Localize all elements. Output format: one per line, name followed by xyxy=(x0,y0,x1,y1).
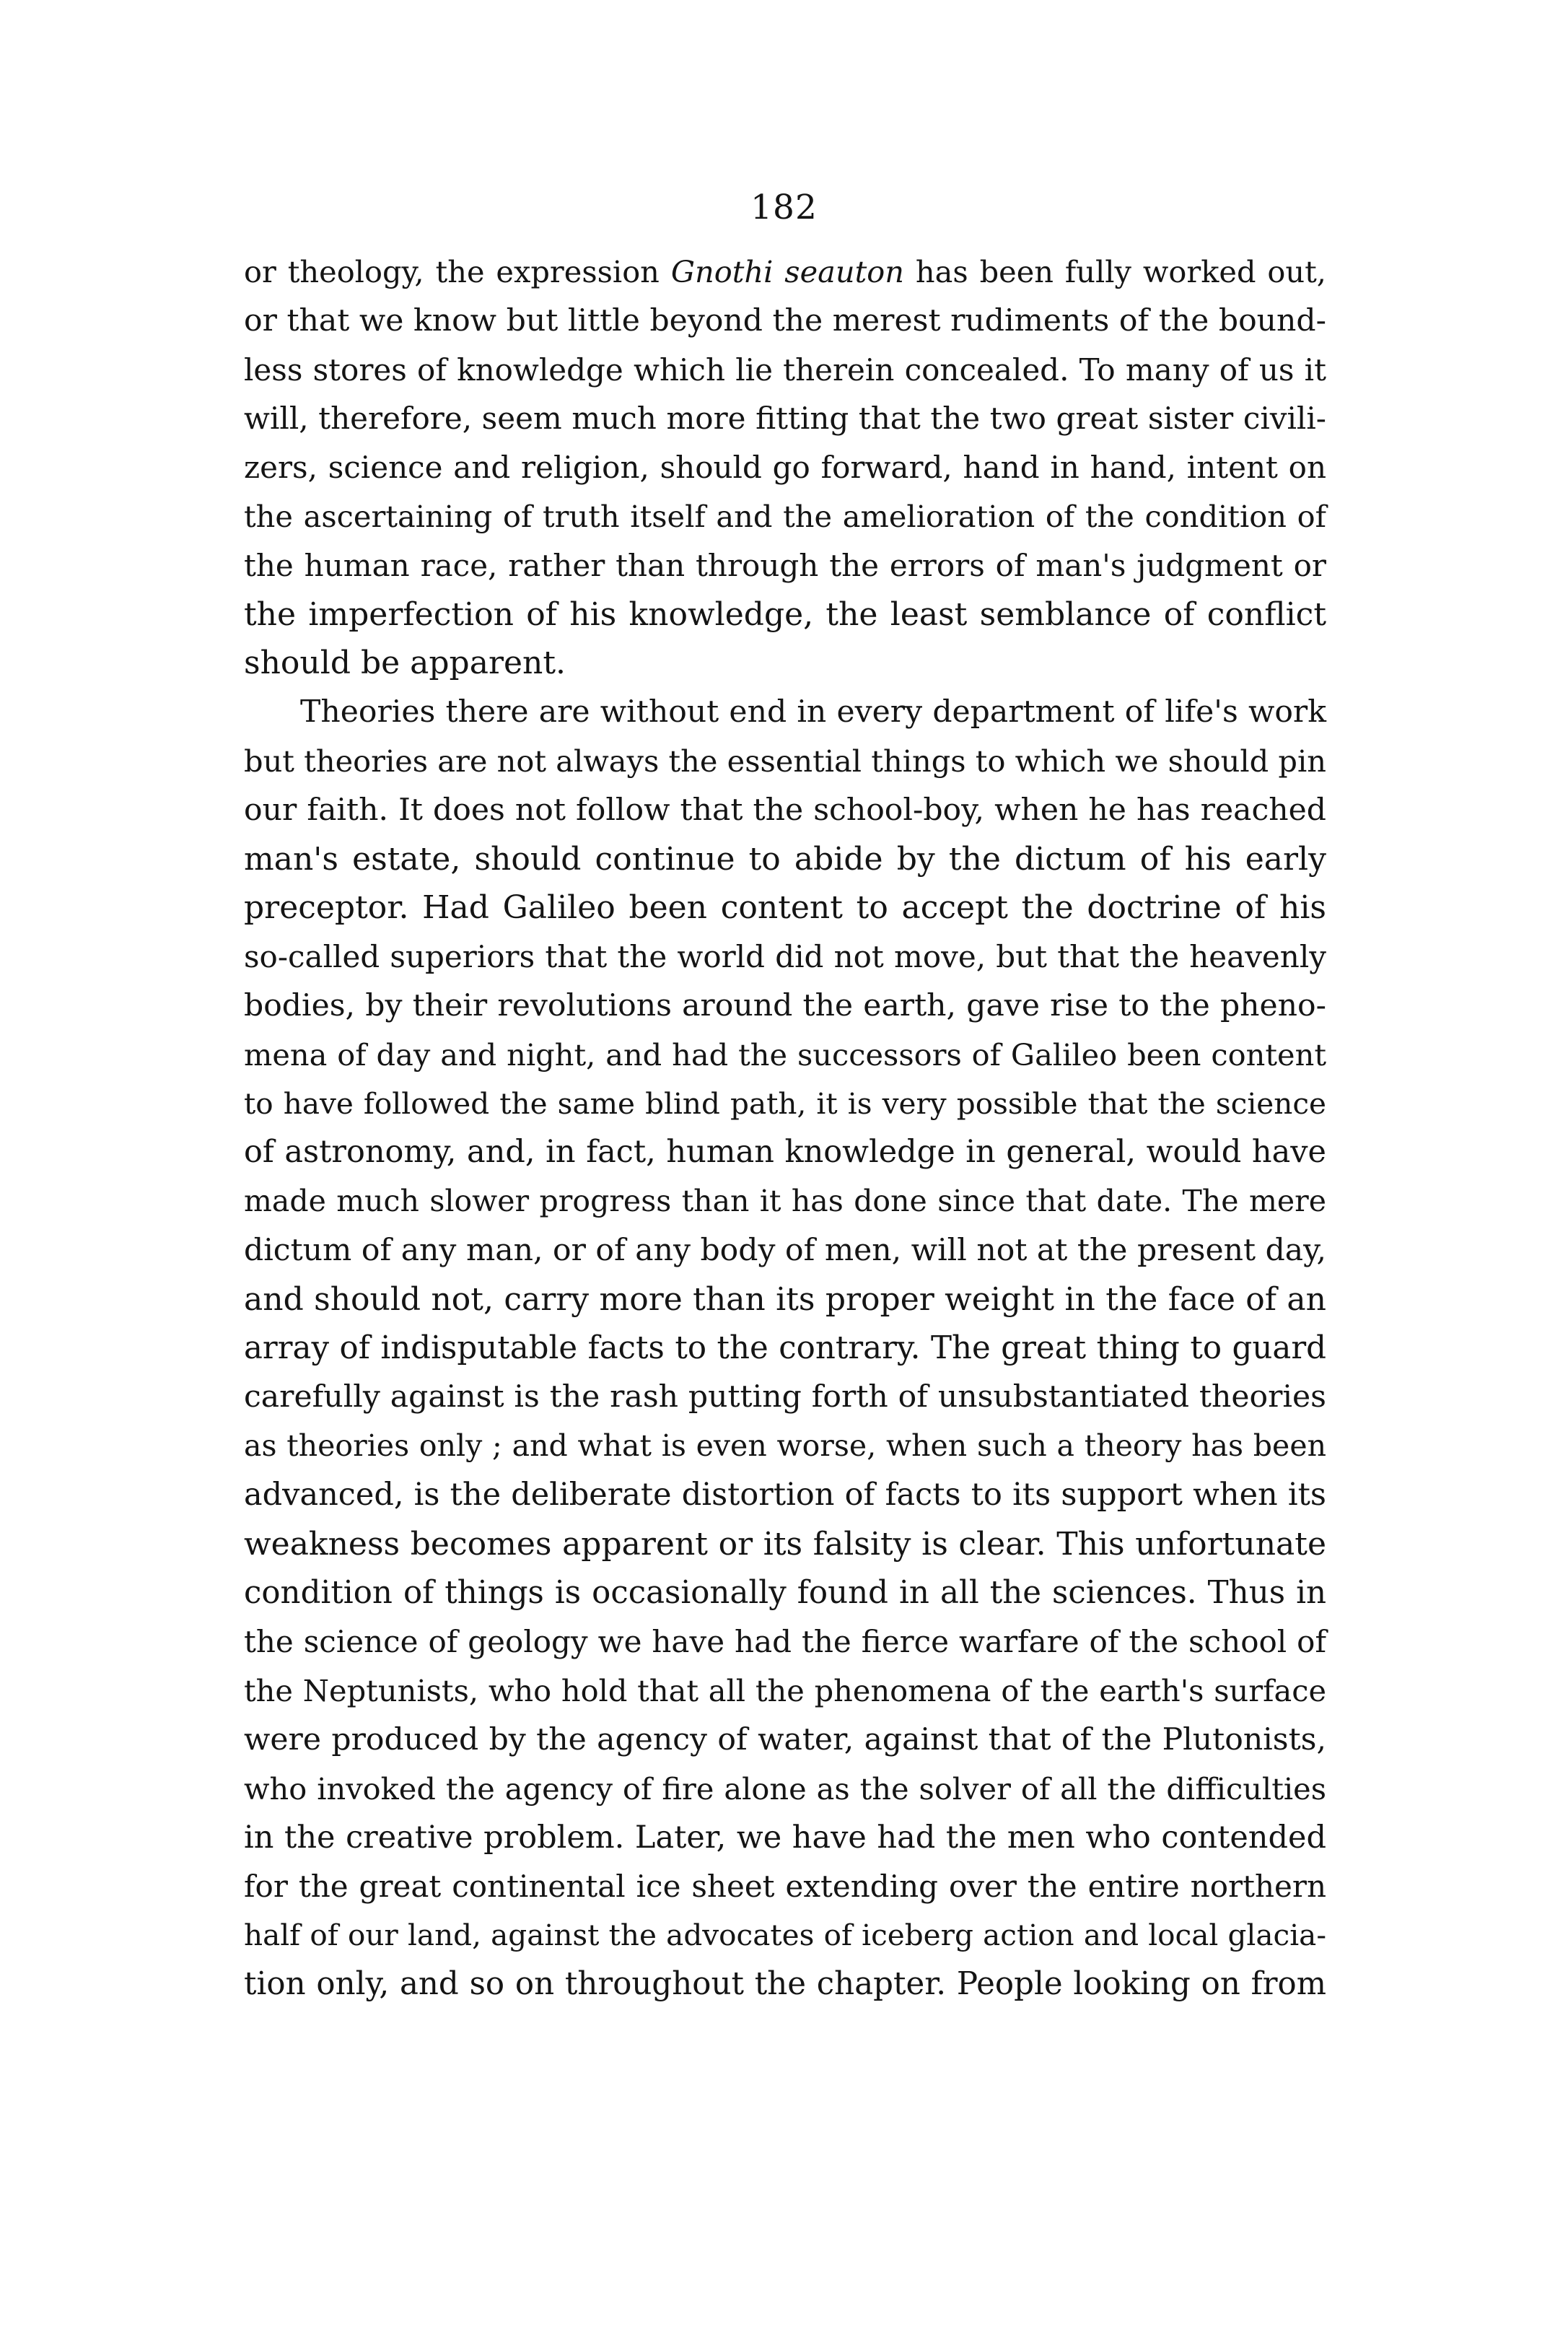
text-line: for the great continental ice sheet extending over the entire northern xyxy=(244,1869,1326,1905)
text-line: or that we know but little beyond the merest rudiments of the bound- xyxy=(244,302,1326,338)
text-line: dictum of any man, or of any body of men, will not at the present day, xyxy=(244,1232,1326,1268)
italic-phrase: Gnothi seauton xyxy=(670,254,904,289)
text-line: made much slower progress than it has done since that date. The mere xyxy=(244,1184,1326,1219)
text-line: half of our land, against the advocates of iceberg action and local glacia- xyxy=(244,1918,1326,1953)
text-line: bodies, by their revolutions around the earth, gave rise to the pheno- xyxy=(244,987,1326,1023)
text-line: man's estate, should continue to abide by the dictum of his early xyxy=(244,840,1326,878)
text-line: zers, science and religion, should go forward, hand in hand, intent on xyxy=(244,450,1326,486)
text-line: were produced by the agency of water, against that of the Plutonists, xyxy=(244,1721,1326,1757)
text-line: of astronomy, and, in fact, human knowledge in general, would have xyxy=(244,1134,1326,1171)
text-line: condition of things is occasionally found in all the sciences. Thus in xyxy=(244,1574,1326,1611)
text-line: array of indisputable facts to the contrary. The great thing to guard xyxy=(244,1329,1326,1366)
text-line: but theories are not always the essential things to which we should pin xyxy=(244,743,1326,779)
text-line: so-called superiors that the world did not move, but that the heavenly xyxy=(244,939,1326,975)
paragraph-end-line: should be apparent. xyxy=(244,645,566,682)
text-line: advanced, is the deliberate distortion of facts to its support when its xyxy=(244,1476,1326,1513)
text-line: as theories only ; and what is even worse, when such a theory has been xyxy=(244,1428,1326,1464)
paragraph-start-line: Theories there are without end in every department of life's work xyxy=(300,694,1326,730)
text-line: the ascertaining of truth itself and the amelioration of the condition of xyxy=(244,498,1326,534)
text-line: or theology, the expression Gnothi seauton has been fully worked out, xyxy=(244,254,1326,289)
page-number: 182 xyxy=(750,188,818,227)
text-line: who invoked the agency of fire alone as the solver of all the difficulties xyxy=(244,1770,1326,1807)
text-line: carefully against is the rash putting forth of unsubstantiated theories xyxy=(244,1379,1326,1415)
text-line: weakness becomes apparent or its falsity is clear. This unfortunate xyxy=(244,1525,1326,1563)
text-line: to have followed the same blind path, it is very possible that the science xyxy=(244,1086,1326,1121)
text-line: preceptor. Had Galileo been content to accept the doctrine of his xyxy=(244,889,1326,927)
text-line: mena of day and night, and had the successors of Galileo been content xyxy=(244,1036,1326,1073)
text-line: in the creative problem. Later, we have had the men who contended xyxy=(244,1819,1326,1856)
text-line: less stores of knowledge which lie therein concealed. To many of us it xyxy=(244,351,1326,388)
text-line: will, therefore, seem much more fitting that the two great sister civili- xyxy=(244,401,1326,437)
text-line: and should not, carry more than its proper weight in the face of an xyxy=(244,1280,1326,1318)
body-text xyxy=(244,248,1326,2009)
text-line: tion only, and so on throughout the chapter. People looking on from xyxy=(244,1965,1326,2002)
text-line: the human race, rather than through the errors of man's judgment or xyxy=(244,547,1326,583)
text-line: the science of geology we have had the fierce warfare of the school of xyxy=(244,1624,1326,1660)
text-line: the Neptunists, who hold that all the phenomena of the earth's surface xyxy=(244,1673,1326,1709)
text-line: the imperfection of his knowledge, the least semblance of conflict xyxy=(244,595,1326,633)
text-line: our faith. It does not follow that the school-boy, when he has reached xyxy=(244,792,1326,828)
